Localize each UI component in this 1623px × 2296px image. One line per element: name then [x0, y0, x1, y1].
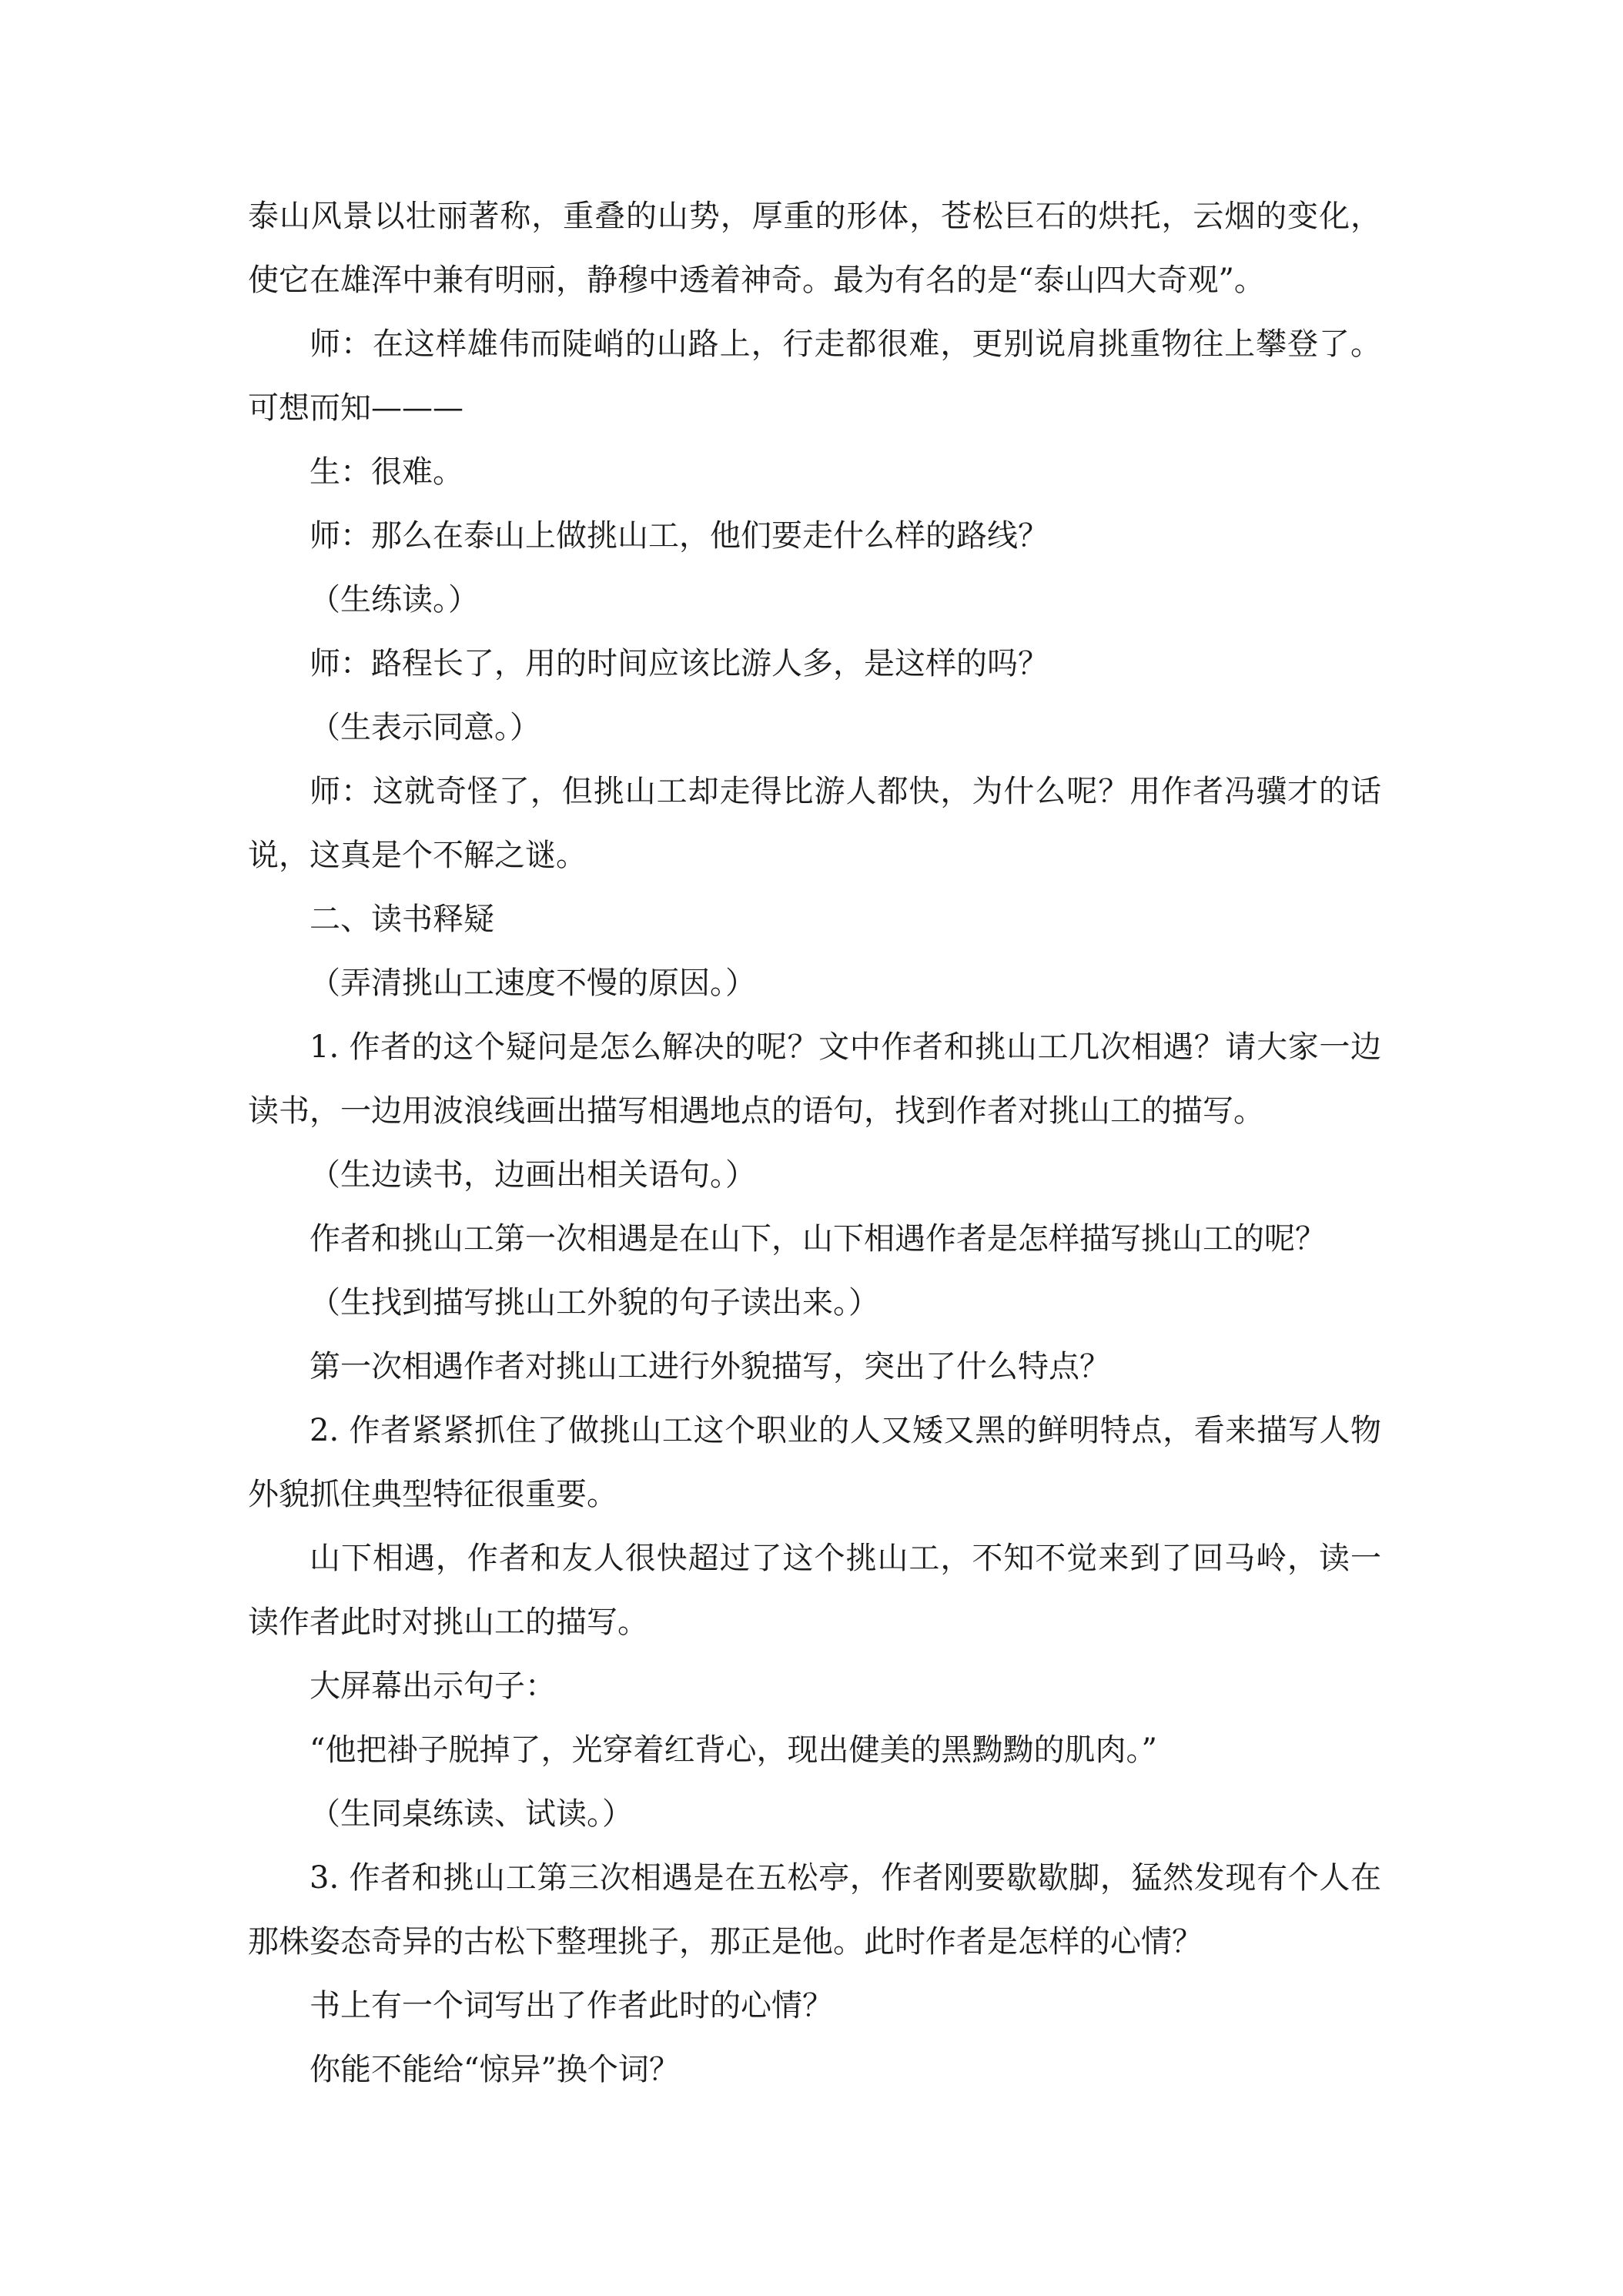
- paragraph-21: 3. 作者和挑山工第三次相遇是在五松亭，作者刚要歇歇脚，猛然发现有个人在那株姿态奇异的古松下整理挑子，那正是他。此时作者是怎样的心情？: [248, 1860, 1381, 1960]
- paragraph-15: 第一次相遇作者对挑山工进行外貌描写，突出了什么特点？: [310, 1349, 1110, 1384]
- paragraph-12: （生边读书，边画出相关语句。）: [310, 1157, 756, 1193]
- paragraph-18: 大屏幕出示句子：: [310, 1668, 556, 1704]
- paragraph-22: 书上有一个词写出了作者此时的心情？: [310, 1988, 833, 2023]
- paragraph-1: 泰山风景以壮丽著称，重叠的山势，厚重的形体，苍松巨石的烘托，云烟的变化，使它在雄浑中兼有明丽，静穆中透着神奇。最为有名的是“泰山四大奇观”。: [248, 199, 1381, 298]
- paragraph-13: 作者和挑山工第一次相遇是在山下，山下相遇作者是怎样描写挑山工的呢？: [310, 1221, 1326, 1257]
- paragraph-4: 师：那么在泰山上做挑山工，他们要走什么样的路线？: [310, 518, 1049, 554]
- paragraph-5: （生练读。）: [310, 582, 479, 618]
- section-heading: 二、读书释疑: [310, 902, 494, 937]
- paragraph-7: （生表示同意。）: [310, 710, 540, 745]
- paragraph-8: 师：这就奇怪了，但挑山工却走得比游人都快，为什么呢？用作者冯骥才的话说，这真是个不解之谜。: [248, 774, 1381, 873]
- paragraph-20: （生同桌练读、试读。）: [310, 1796, 633, 1832]
- paragraph-10: （弄清挑山工速度不慢的原因。）: [310, 966, 756, 1001]
- paragraph-2: 师：在这样雄伟而陡峭的山路上，行走都很难，更别说肩挑重物往上攀登了。可想而知———: [248, 326, 1381, 426]
- paragraph-11: 1. 作者的这个疑问是怎么解决的呢？文中作者和挑山工几次相遇？请大家一边读书，一边用波浪线画出描写相遇地点的语句，找到作者对挑山工的描写。: [248, 1029, 1381, 1129]
- paragraph-23: 你能不能给“惊异”换个词？: [310, 2052, 680, 2087]
- paragraph-16: 2. 作者紧紧抓住了做挑山工这个职业的人又矮又黑的鲜明特点，看来描写人物外貌抓住典型特征很重要。: [248, 1413, 1381, 1512]
- paragraph-6: 师：路程长了，用的时间应该比游人多，是这样的吗？: [310, 646, 1049, 681]
- paragraph-17: 山下相遇，作者和友人很快超过了这个挑山工，不知不觉来到了回马岭，读一读作者此时对挑山工的描写。: [248, 1541, 1381, 1640]
- quoted-sentence: “他把褂子脱掉了，光穿着红背心，现出健美的黑黝黝的肌肉。”: [310, 1732, 1157, 1768]
- paragraph-3: 生：很难。: [310, 454, 463, 490]
- paragraph-14: （生找到描写挑山工外貌的句子读出来。）: [310, 1285, 879, 1320]
- document-body: [248, 185, 1381, 2102]
